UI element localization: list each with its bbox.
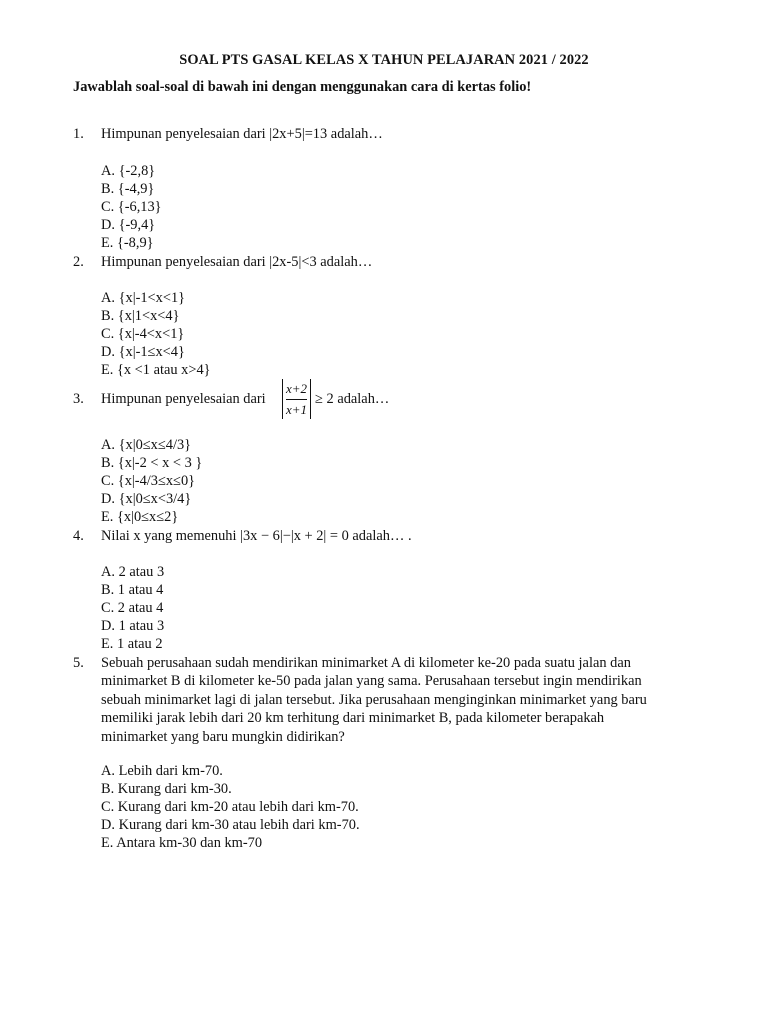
absolute-bar-right (310, 379, 311, 419)
stem-line: minimarket yang baru mungkin didirikan? (101, 728, 345, 745)
option-d: D. Kurang dari km-30 atau lebih dari km-70. (101, 817, 360, 834)
question-number: 5. (73, 655, 84, 671)
option-b: B. 1 atau 4 (101, 582, 164, 599)
option-c: C. Kurang dari km-20 atau lebih dari km-70. (101, 799, 359, 816)
option-a: A. 2 atau 3 (101, 564, 165, 580)
question-5-options (101, 762, 360, 852)
option-c: C. {x|-4<x<1} (101, 326, 185, 343)
option-c: C. {x|-4/3≤x≤0} (101, 473, 196, 490)
option-b: B. Kurang dari km-30. (101, 781, 232, 798)
option-b: B. {x|-2 < x < 3 } (101, 455, 203, 472)
option-b: B. {x|1<x<4} (101, 308, 180, 325)
question-number: 4. (73, 528, 84, 544)
stem-line: minimarket B di kilometer ke-50 pada jalan yang sama. Perusahaan tersebut ingin mendirikan (101, 673, 642, 690)
fraction-denominator: x+1 (286, 401, 308, 417)
option-d: D. 1 atau 3 (101, 618, 165, 635)
question-number: 3. (73, 391, 84, 407)
question-stem-tail: ≥ 2 adalah… (315, 390, 390, 407)
fraction (283, 381, 310, 418)
question-number: 1. (73, 126, 84, 142)
question-stem: Himpunan penyelesaian dari |2x-5|<3 adalah… (101, 254, 373, 270)
option-a: A. Lebih dari km-70. (101, 763, 223, 779)
option-a: A. {-2,8} (101, 163, 156, 179)
option-d: D. {x|0≤x<3/4} (101, 491, 192, 508)
question-4-options (101, 563, 164, 653)
page-title: SOAL PTS GASAL KELAS X TAHUN PELAJARAN 2021 / 2022 (179, 52, 589, 68)
option-e: E. {-8,9} (101, 235, 154, 252)
question-3-options (101, 436, 202, 526)
option-a: A. {x|-1<x<1} (101, 290, 186, 306)
question-stem: Himpunan penyelesaian dari |2x+5|=13 adalah… (101, 126, 383, 142)
absolute-fraction-expression (282, 379, 389, 419)
stem-line: sebuah minimarket lagi di jalan tersebut. Jika perusahaan menginginkan minimarket yang baru (101, 691, 647, 708)
option-d: D. {-9,4} (101, 217, 156, 234)
instruction-text: Jawablah soal-soal di bawah ini dengan menggunakan cara di kertas folio! (73, 79, 532, 95)
option-b: B. {-4,9} (101, 181, 155, 198)
option-e: E. Antara km-30 dan km-70 (101, 835, 263, 852)
fraction-line (286, 399, 307, 400)
option-d: D. {x|-1≤x<4} (101, 344, 185, 361)
option-c: C. 2 atau 4 (101, 600, 164, 617)
question-1-options (101, 162, 162, 252)
stem-line: Sebuah perusahaan sudah mendirikan minimarket A di kilometer ke-20 pada suatu jalan dan (101, 655, 631, 671)
question-stem (101, 654, 701, 746)
option-c: C. {-6,13} (101, 199, 162, 216)
question-2-options (101, 289, 211, 379)
question-stem: Himpunan penyelesaian dari (101, 391, 266, 407)
option-e: E. {x|0≤x≤2} (101, 509, 179, 526)
fraction-numerator: x+2 (286, 380, 308, 396)
question-number: 2. (73, 254, 84, 270)
option-e: E. 1 atau 2 (101, 636, 163, 653)
option-e: E. {x <1 atau x>4} (101, 362, 211, 379)
option-a: A. {x|0≤x≤4/3} (101, 437, 192, 453)
question-stem: Nilai x yang memenuhi |3x − 6|−|x + 2| = 0 adalah… . (101, 528, 412, 544)
stem-line: memiliki jarak lebih dari 20 km terhitung dari minimarket B, pada kilometer berapakah (101, 710, 605, 727)
